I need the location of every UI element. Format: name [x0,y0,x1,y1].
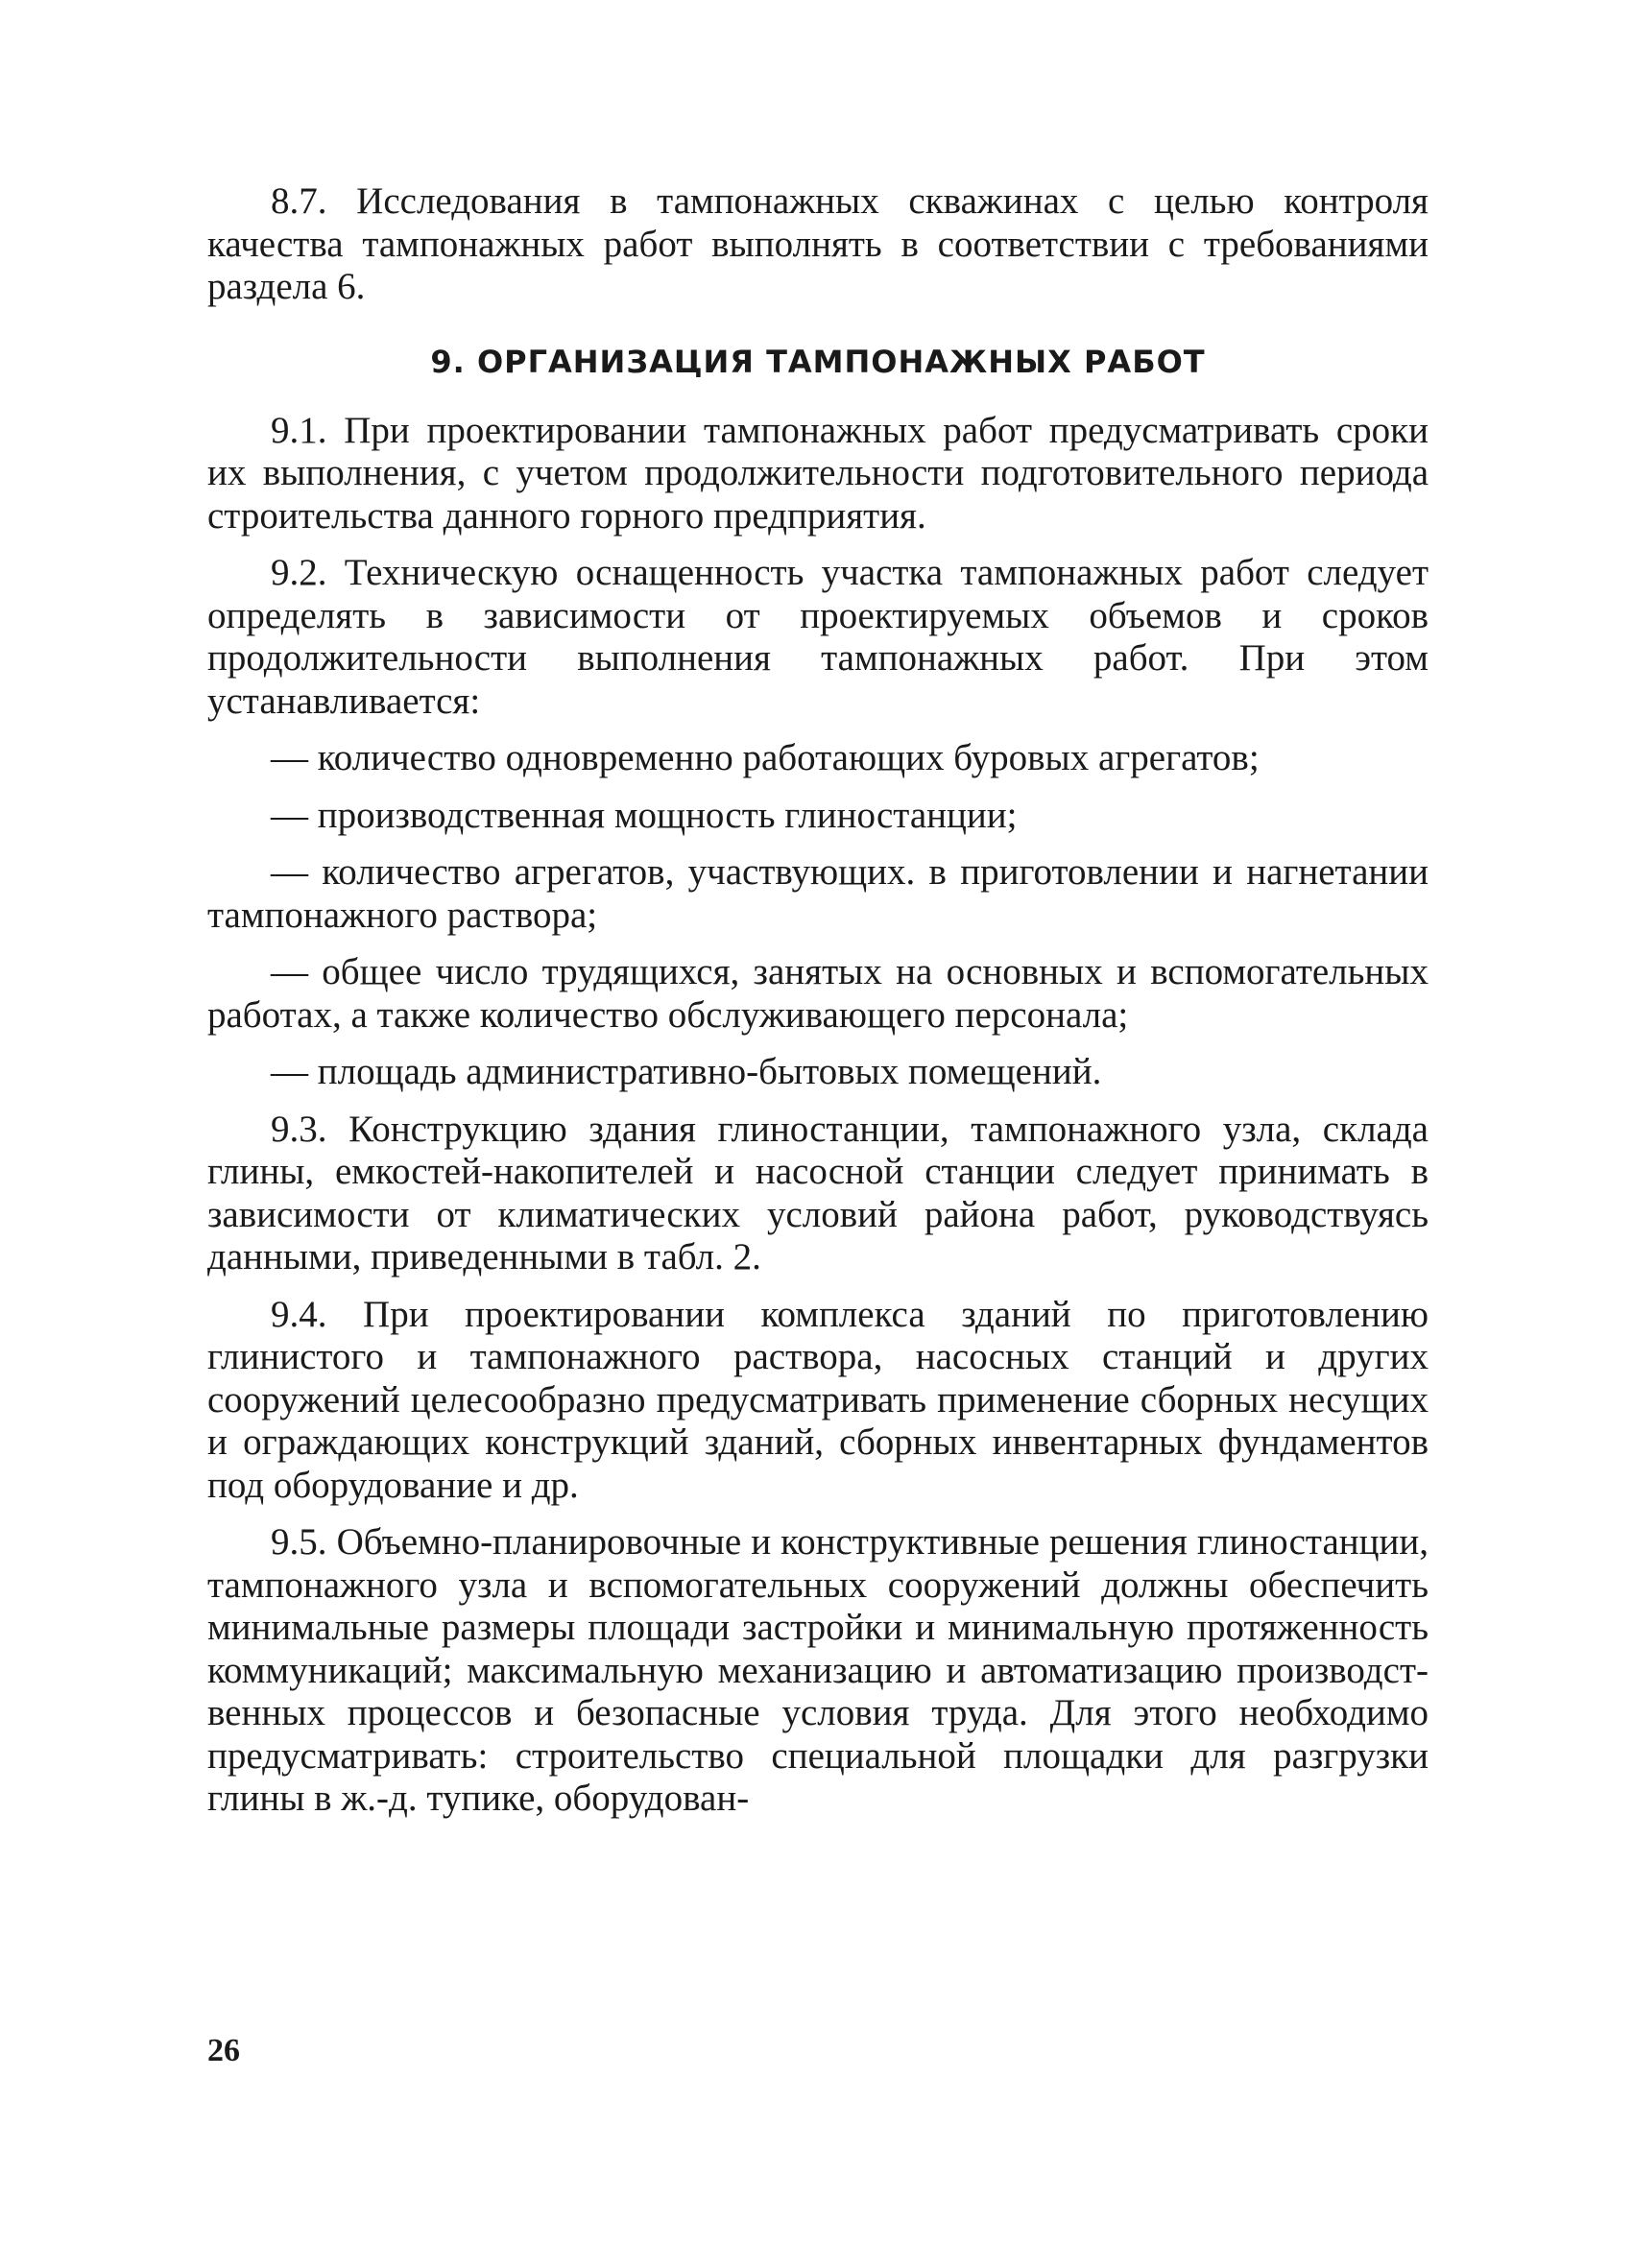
paragraph-9-1: 9.1. При проектировании тампонажных работ предусматривать сроки их выполнения, с учетом продолжительности подготовительного периода строительства данного горного предприятия. [207,409,1429,537]
paragraph-8-7: 8.7. Исследования в тампонажных скважинах с целью контроля качества тампонажных работ выполнять в соответствии с требованиями раздела 6. [207,180,1429,307]
page-number: 26 [207,2033,240,2068]
page-body [207,180,1429,1821]
paragraph-9-4: 9.4. При проектировании комплекса зданий по приготовлению глинистого и тампонажного раствора, насосных станций и других сооружений целесообразно предусматривать применение сборных несущих и ограждающих конструкций зданий, сборных инвентарных фундаментов под оборудование и др. [207,1293,1429,1506]
paragraph-9-2: 9.2. Техническую оснащенность участка тампонажных работ следует определять в зависимости от проектируемых объемов и сроков продолжительности выполнения тампонажных работ. При этом устанавливается: [207,552,1429,722]
section-heading: 9. ОРГАНИЗАЦИЯ ТАМПОНАЖНЫХ РАБОТ [430,343,1206,380]
list-item-clay-station-capacity: — производственная мощность глиностанции; [271,794,1018,836]
paragraph-9-5: 9.5. Объемно-планировочные и конструктивные решения глиностанции, тампонажного узла и вспомогательных сооружений должны обеспечить минимальные размеры площади застройки и минимальную протяженность коммуникаций; максимальную механизацию и автоматизацию производственных процессов и безопасные условия труда. Для этого необходимо предусматривать: строительство специальной площадки для разгрузки глины в ж.-д. тупике, оборудован- [207,1521,1429,1819]
paragraph-9-3: 9.3. Конструкцию здания глиностанции, тампонажного узла, склада глины, емкостей-накопителей и насосной станции следует принимать в зависимости от климатических условий района работ, руководствуясь данными, приведенными в табл. 2. [207,1108,1429,1277]
list-item-admin-premises: — площадь административно-бытовых помещений. [271,1051,1102,1092]
list-item-workers: — общее число трудящихся, занятых на основных и вспомогательных работах, а также количество обслуживающего персонала; [207,951,1429,1036]
list-item-drilling-units: — количество одновременно работающих буровых агрегатов; [271,737,1260,778]
list-item-grout-units: — количество агрегатов, участвующих. в приготовлении и нагнетании тампонажного раствора; [207,851,1429,936]
